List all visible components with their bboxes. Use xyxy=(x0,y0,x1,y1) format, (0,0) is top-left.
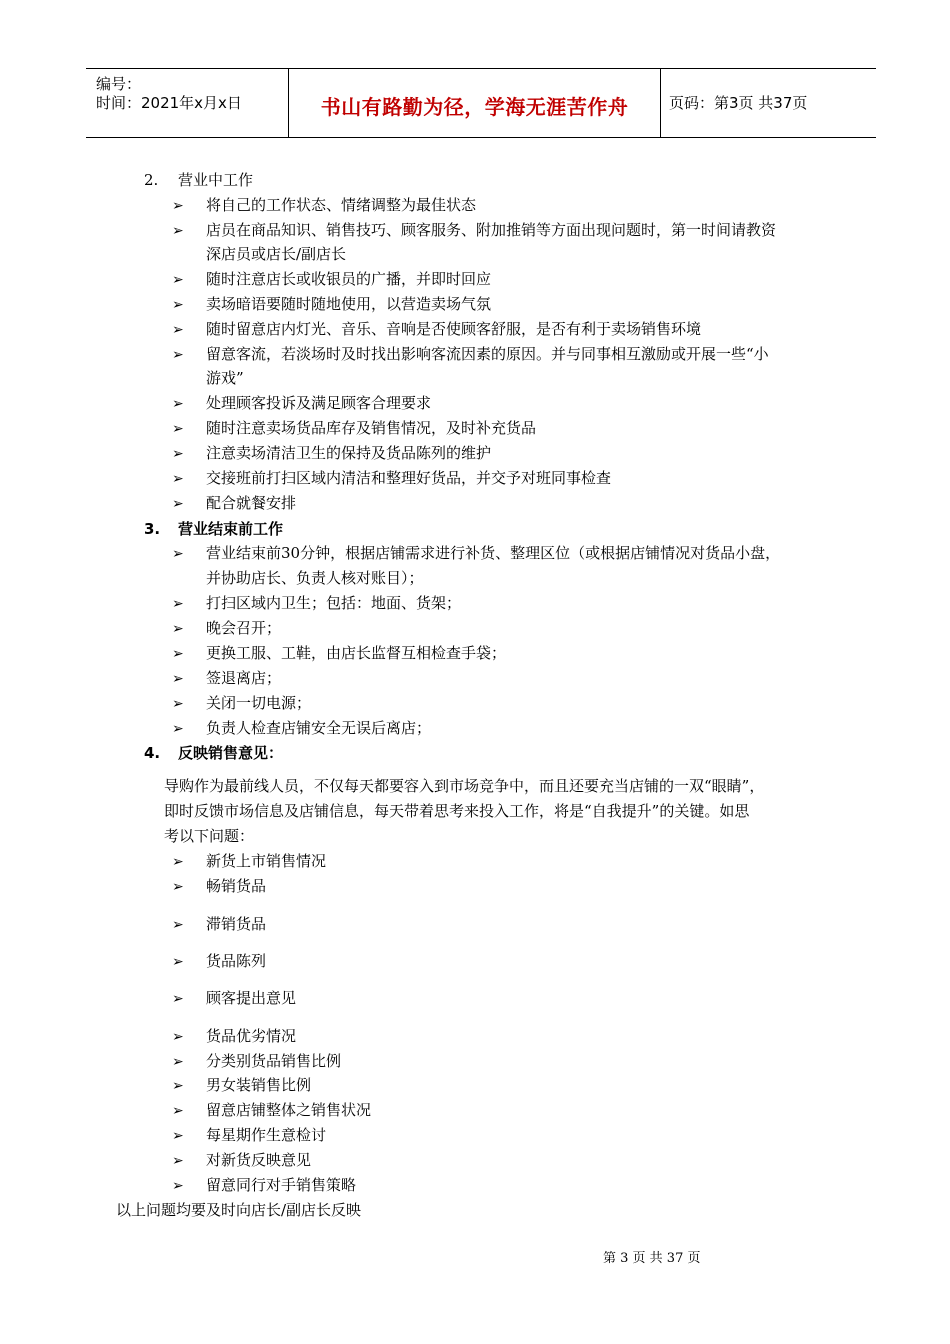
bullet-text: 游戏” xyxy=(206,369,244,387)
bullet-item xyxy=(172,718,431,739)
section-number: 2. xyxy=(144,171,159,189)
bullet-arrow-icon: ➢ xyxy=(172,297,184,313)
bullet-text: 留意同行对手销售策略 xyxy=(206,1176,357,1194)
section-heading xyxy=(144,519,283,539)
bullet-item xyxy=(172,593,461,614)
bullet-item xyxy=(172,418,536,439)
bullet-text: 滞销货品 xyxy=(206,915,267,933)
bullet-text: 打扫区域内卫生；包括：地面、货架； xyxy=(206,594,462,612)
bullet-item xyxy=(172,1051,341,1072)
bullet-text: 更换工服、工鞋，由店长监督互相检查手袋； xyxy=(206,644,507,662)
bullet-text: 深店员或店长/副店长 xyxy=(206,245,347,263)
bullet-text: 对新货反映意见 xyxy=(206,1151,312,1169)
section-title: 营业结束前工作 xyxy=(178,520,284,538)
bullet-text: 签退离店； xyxy=(206,669,282,687)
bullet-item xyxy=(172,914,266,935)
bullet-text: 畅销货品 xyxy=(206,877,267,895)
bullet-text: 留意客流，若淡场时及时找出影响客流因素的原因。并与同事相互激励或开展一些“小 xyxy=(206,345,769,363)
bullet-item xyxy=(172,319,701,340)
bullet-item xyxy=(172,618,281,639)
bullet-arrow-icon: ➢ xyxy=(172,1054,184,1070)
bullet-text: 并协助店长、负责人核对账目）； xyxy=(206,569,424,587)
header-info-cell xyxy=(86,69,289,137)
bullet-item xyxy=(172,951,266,972)
bullet-arrow-icon: ➢ xyxy=(172,1103,184,1119)
bullet-item xyxy=(172,851,326,872)
bullet-item xyxy=(172,443,491,464)
bullet-text: 店员在商品知识、销售技巧、顾客服务、附加推销等方面出现问题时，第一时间请教资 xyxy=(206,221,777,239)
bullet-text: 顾客提出意见 xyxy=(206,989,297,1007)
closing-text: 以上问题均要及时向店长/副店长反映 xyxy=(116,1201,362,1219)
section-heading xyxy=(144,743,283,763)
bullet-arrow-icon: ➢ xyxy=(172,917,184,933)
bullet-text: 随时留意店内灯光、音乐、音响是否使顾客舒服，是否有利于卖场销售环境 xyxy=(206,320,702,338)
bullet-item xyxy=(172,1075,311,1096)
paragraph-line xyxy=(164,801,749,821)
bullet-text: 注意卖场清洁卫生的保持及货品陈列的维护 xyxy=(206,444,492,462)
bullet-arrow-icon: ➢ xyxy=(172,991,184,1007)
bullet-arrow-icon: ➢ xyxy=(172,854,184,870)
paragraph-text: 导购作为最前线人员，不仅每天都要容入到市场竞争中，而且还要充当店铺的一双“眼睛”， xyxy=(164,777,765,795)
bullet-arrow-icon: ➢ xyxy=(172,646,184,662)
bullet-arrow-icon: ➢ xyxy=(172,721,184,737)
bullet-continuation xyxy=(206,568,424,588)
bullet-arrow-icon: ➢ xyxy=(172,396,184,412)
bullet-arrow-icon: ➢ xyxy=(172,1153,184,1169)
bullet-text: 分类别货品销售比例 xyxy=(206,1052,342,1070)
bullet-text: 每星期作生意检讨 xyxy=(206,1126,327,1144)
bullet-arrow-icon: ➢ xyxy=(172,272,184,288)
bullet-item xyxy=(172,1150,311,1171)
section-title: 营业中工作 xyxy=(178,171,254,189)
header-page-number: 页码：第3页 共37页 xyxy=(669,94,808,112)
bullet-item xyxy=(172,493,296,514)
bullet-item xyxy=(172,344,769,365)
section-heading xyxy=(144,170,253,190)
bullet-arrow-icon: ➢ xyxy=(172,1128,184,1144)
bullet-text: 货品陈列 xyxy=(206,952,267,970)
bullet-arrow-icon: ➢ xyxy=(172,954,184,970)
bullet-item xyxy=(172,988,296,1009)
paragraph-line xyxy=(164,776,764,796)
header-motto-cell xyxy=(289,69,661,137)
bullet-text: 男女装销售比例 xyxy=(206,1076,312,1094)
bullet-text: 卖场暗语要随时随地使用，以营造卖场气氛 xyxy=(206,295,492,313)
bullet-arrow-icon: ➢ xyxy=(172,1078,184,1094)
bullet-text: 新货上市销售情况 xyxy=(206,852,327,870)
bullet-arrow-icon: ➢ xyxy=(172,446,184,462)
closing-note xyxy=(116,1200,361,1220)
bullet-item xyxy=(172,269,491,290)
bullet-item xyxy=(172,468,611,489)
paragraph-text: 即时反馈市场信息及店铺信息，每天带着思考来投入工作，将是“自我提升”的关键。如思 xyxy=(164,802,750,820)
bullet-arrow-icon: ➢ xyxy=(172,671,184,687)
bullet-arrow-icon: ➢ xyxy=(172,1178,184,1194)
bullet-arrow-icon: ➢ xyxy=(172,546,184,562)
bullet-text: 随时注意店长或收银员的广播，并即时回应 xyxy=(206,270,492,288)
bullet-arrow-icon: ➢ xyxy=(172,471,184,487)
bullet-text: 负责人检查店铺安全无误后离店； xyxy=(206,719,432,737)
header-motto: 书山有路勤为径，学海无涯苦作舟 xyxy=(320,95,629,119)
bullet-item xyxy=(172,876,266,897)
document-number: 编号： xyxy=(96,75,142,93)
bullet-item xyxy=(172,643,506,664)
bullet-item xyxy=(172,195,476,216)
bullet-text: 将自己的工作状态、情绪调整为最佳状态 xyxy=(206,196,477,214)
bullet-continuation xyxy=(206,368,244,388)
section-title: 反映销售意见： xyxy=(178,744,284,762)
bullet-arrow-icon: ➢ xyxy=(172,496,184,512)
bullet-arrow-icon: ➢ xyxy=(172,198,184,214)
bullet-text: 交接班前打扫区域内清洁和整理好货品，并交予对班同事检查 xyxy=(206,469,612,487)
bullet-item xyxy=(172,1026,296,1047)
bullet-item xyxy=(172,693,311,714)
section-number: 4. xyxy=(144,744,161,762)
bullet-text: 留意店铺整体之销售状况 xyxy=(206,1101,372,1119)
bullet-item xyxy=(172,1125,326,1146)
section-number: 3. xyxy=(144,520,161,538)
bullet-arrow-icon: ➢ xyxy=(172,696,184,712)
bullet-item xyxy=(172,543,780,564)
bullet-arrow-icon: ➢ xyxy=(172,347,184,363)
bullet-text: 随时注意卖场货品库存及销售情况，及时补充货品 xyxy=(206,419,537,437)
bullet-item xyxy=(172,1100,371,1121)
bullet-arrow-icon: ➢ xyxy=(172,621,184,637)
bullet-item xyxy=(172,393,431,414)
bullet-arrow-icon: ➢ xyxy=(172,1029,184,1045)
bullet-arrow-icon: ➢ xyxy=(172,322,184,338)
bullet-item xyxy=(172,1175,356,1196)
document-date: 时间：2021年x月x日 xyxy=(96,94,242,112)
bullet-text: 货品优劣情况 xyxy=(206,1027,297,1045)
paragraph-line xyxy=(164,826,254,846)
bullet-text: 营业结束前30分钟，根据店铺需求进行补货、整理区位（或根据店铺情况对货品小盘， xyxy=(206,544,781,562)
page-header xyxy=(86,68,876,138)
bullet-item xyxy=(172,668,281,689)
bullet-arrow-icon: ➢ xyxy=(172,879,184,895)
paragraph-text: 考以下问题： xyxy=(164,827,255,845)
bullet-continuation xyxy=(206,244,346,264)
bullet-text: 晚会召开； xyxy=(206,619,282,637)
bullet-arrow-icon: ➢ xyxy=(172,596,184,612)
bullet-arrow-icon: ➢ xyxy=(172,223,184,239)
header-page-cell xyxy=(661,69,876,137)
bullet-text: 关闭一切电源； xyxy=(206,694,312,712)
bullet-text: 配合就餐安排 xyxy=(206,494,297,512)
page-footer: 第 3 页 共 37 页 xyxy=(603,1251,701,1266)
bullet-item xyxy=(172,220,776,241)
bullet-text: 处理顾客投诉及满足顾客合理要求 xyxy=(206,394,432,412)
bullet-arrow-icon: ➢ xyxy=(172,421,184,437)
bullet-item xyxy=(172,294,491,315)
